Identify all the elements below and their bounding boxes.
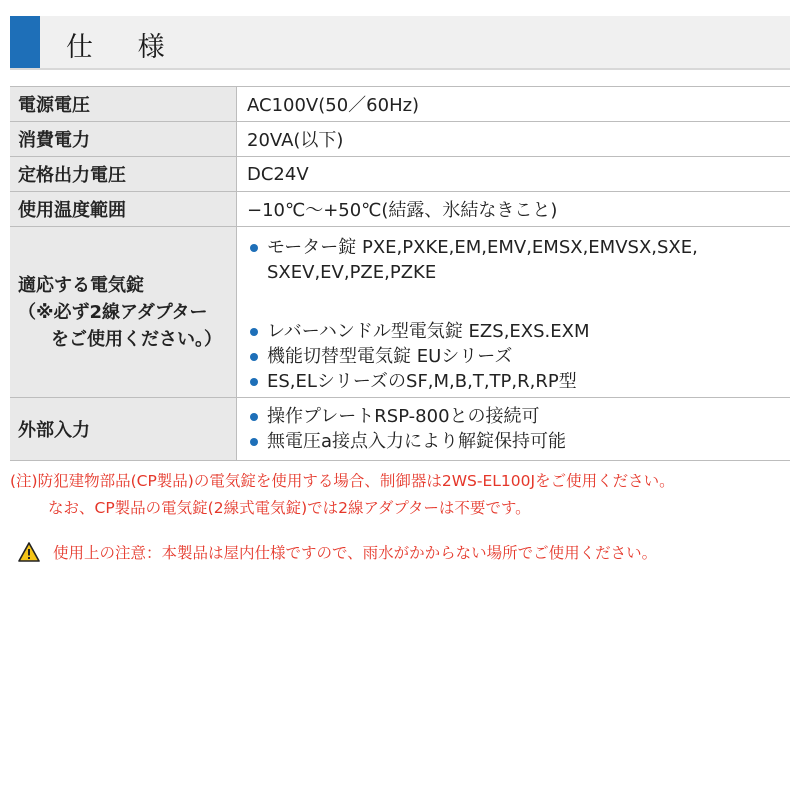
header-accent-bar bbox=[10, 16, 40, 68]
spec-table bbox=[10, 86, 790, 461]
section-header bbox=[10, 16, 790, 70]
row-value-external-input bbox=[237, 398, 791, 461]
row-value-power-voltage: AC100V(50／60Hz) bbox=[237, 87, 791, 122]
compatible-locks-note-2: をご使用ください。） bbox=[51, 328, 222, 350]
list-item: モーター錠 PXE,PXKE,EM,EMV,EMSX,EMVSX,SXE, bbox=[247, 235, 790, 260]
list-item: 機能切替型電気錠 EUシリーズ bbox=[247, 344, 790, 369]
usage-caution bbox=[18, 541, 657, 566]
table-row bbox=[10, 192, 790, 227]
row-value-power-consumption: 20VA(以下) bbox=[237, 122, 791, 157]
table-row bbox=[10, 122, 790, 157]
caution-text: 使用上の注意：本製品は屋内仕様ですので、雨水がかからない場所でご使用ください。 bbox=[52, 544, 658, 562]
compatible-locks-label: 適応する電気錠 bbox=[18, 274, 144, 296]
list-item: ES,ELシリーズのSF,M,B,T,TP,R,RP型 bbox=[247, 369, 790, 394]
note-line-1: (注)防犯建物部品(CP製品)の電気錠を使用する場合、制御器は2WS-EL100Jをご使用ください。 bbox=[10, 472, 675, 490]
list-item: レバーハンドル型電気錠 EZS,EXS.EXM bbox=[247, 319, 790, 344]
bullet-icon bbox=[250, 438, 258, 446]
warning-icon bbox=[18, 542, 40, 566]
compatible-locks-note-1: （※必ず2線アダプター bbox=[18, 301, 208, 323]
bullet-icon bbox=[250, 328, 258, 336]
table-row bbox=[10, 398, 790, 461]
row-value-temperature: −10℃〜+50℃(結露、氷結なきこと) bbox=[237, 192, 791, 227]
row-value-compatible-locks bbox=[237, 227, 791, 398]
bullet-icon bbox=[250, 378, 258, 386]
bullet-icon bbox=[250, 244, 258, 252]
row-value-rated-output: DC24V bbox=[237, 157, 791, 192]
cp-product-note bbox=[10, 468, 795, 522]
note-line-2: なお、CP製品の電気錠(2線式電気錠)では2線アダプターは不要です。 bbox=[48, 499, 531, 517]
row-label-power-consumption: 消費電力 bbox=[10, 122, 237, 157]
list-item: 無電圧a接点入力により解錠保持可能 bbox=[247, 429, 790, 454]
row-label-temperature: 使用温度範囲 bbox=[10, 192, 237, 227]
table-row bbox=[10, 157, 790, 192]
list-item-continuation: SXEV,EV,PZE,PZKE bbox=[267, 262, 437, 283]
page-title: 仕 様 bbox=[66, 32, 183, 63]
bullet-icon bbox=[250, 353, 258, 361]
row-label-external-input: 外部入力 bbox=[10, 398, 237, 461]
list-item: 操作プレートRSP-800との接続可 bbox=[247, 404, 790, 429]
bullet-icon bbox=[250, 413, 258, 421]
table-row bbox=[10, 87, 790, 122]
table-row bbox=[10, 227, 790, 398]
row-label-compatible-locks bbox=[10, 227, 237, 398]
row-label-power-voltage: 電源電圧 bbox=[10, 87, 237, 122]
row-label-rated-output: 定格出力電圧 bbox=[10, 157, 237, 192]
